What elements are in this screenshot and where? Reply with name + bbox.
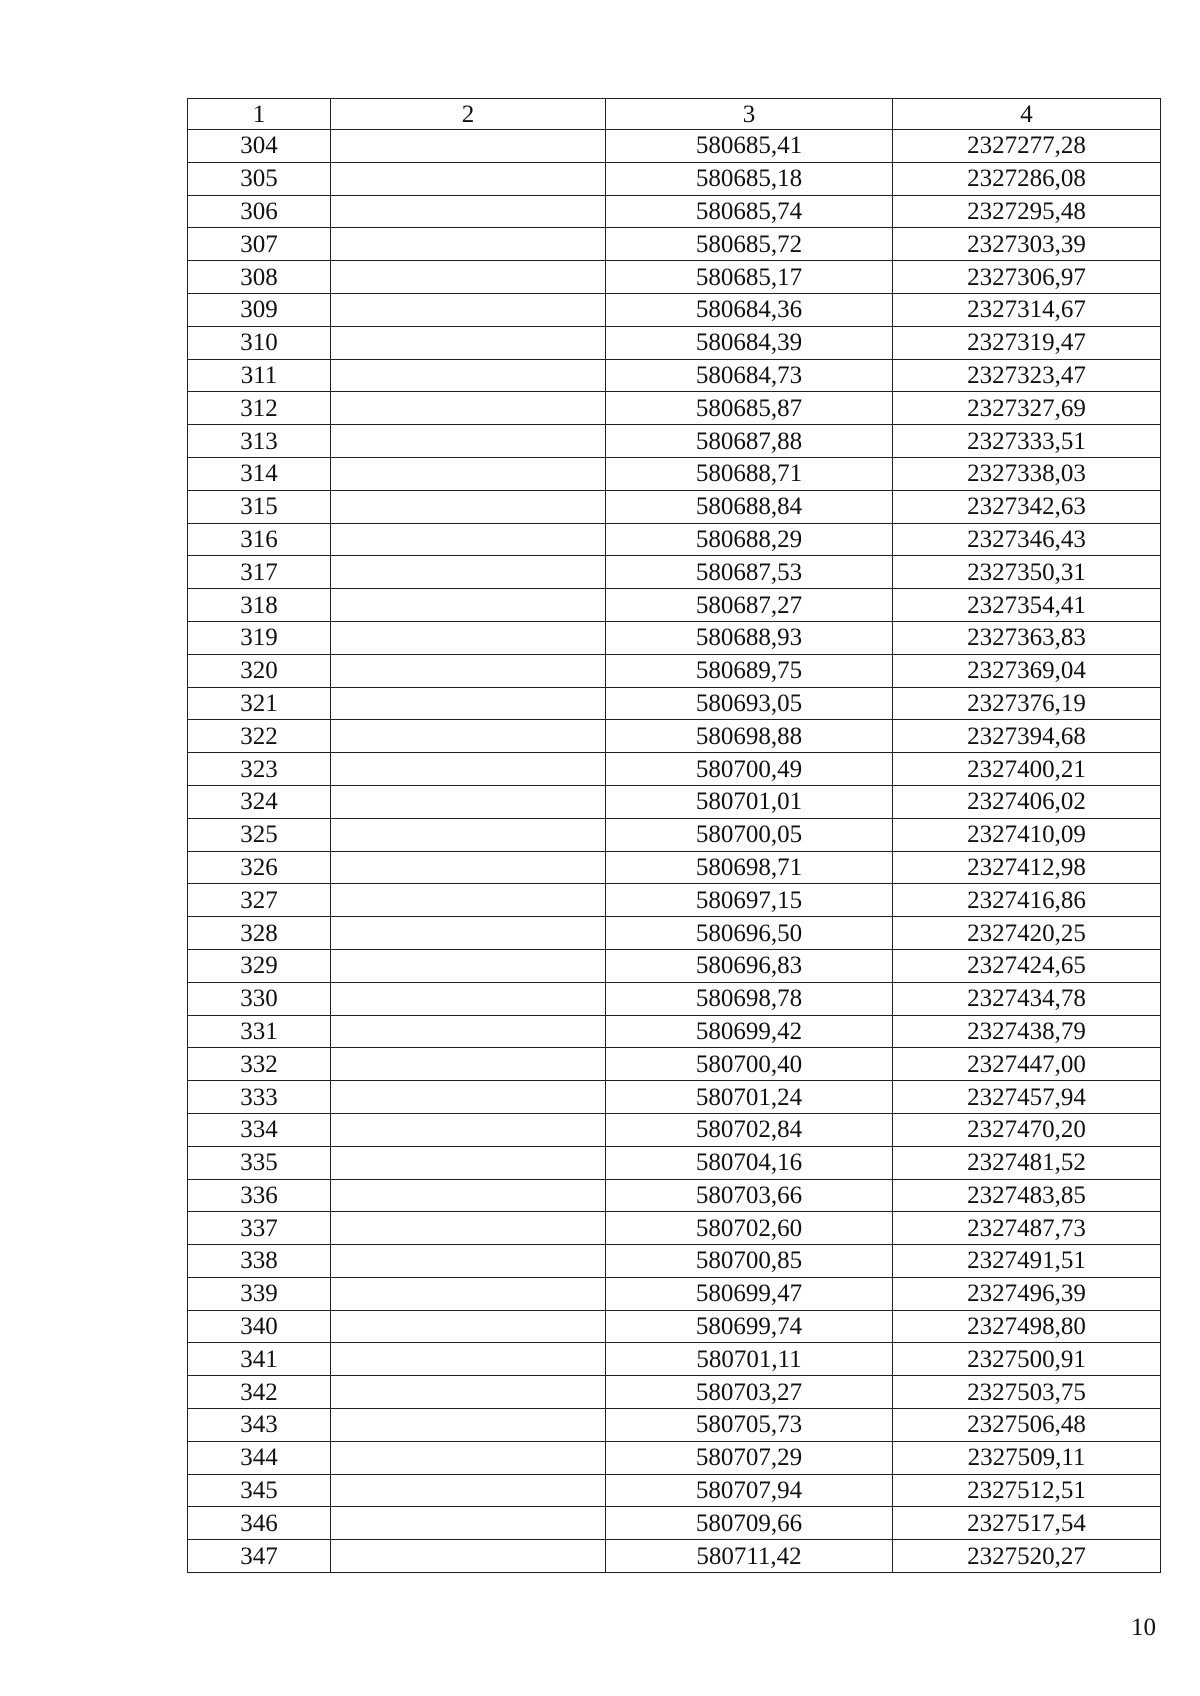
point-number-cell: 306 bbox=[188, 195, 331, 228]
y-coordinate-cell: 2327394,68 bbox=[893, 720, 1161, 753]
y-coordinate-cell: 2327424,65 bbox=[893, 949, 1161, 982]
point-number-cell: 316 bbox=[188, 523, 331, 556]
y-coordinate-cell: 2327400,21 bbox=[893, 753, 1161, 786]
point-number-cell: 309 bbox=[188, 293, 331, 326]
description-cell bbox=[331, 917, 606, 950]
table-header-row bbox=[188, 99, 1161, 130]
y-coordinate-cell: 2327333,51 bbox=[893, 425, 1161, 458]
x-coordinate-cell: 580704,16 bbox=[606, 1146, 893, 1179]
point-number-cell: 336 bbox=[188, 1179, 331, 1212]
point-number-cell: 340 bbox=[188, 1310, 331, 1343]
point-number-cell: 333 bbox=[188, 1081, 331, 1114]
x-coordinate-cell: 580700,85 bbox=[606, 1245, 893, 1278]
y-coordinate-cell: 2327438,79 bbox=[893, 1015, 1161, 1048]
x-coordinate-cell: 580688,71 bbox=[606, 457, 893, 490]
y-coordinate-cell: 2327434,78 bbox=[893, 982, 1161, 1015]
table-row bbox=[188, 162, 1161, 195]
table-row bbox=[188, 228, 1161, 261]
description-cell bbox=[331, 818, 606, 851]
y-coordinate-cell: 2327376,19 bbox=[893, 687, 1161, 720]
x-coordinate-cell: 580698,71 bbox=[606, 851, 893, 884]
description-cell bbox=[331, 1343, 606, 1376]
x-coordinate-cell: 580705,73 bbox=[606, 1409, 893, 1442]
x-coordinate-cell: 580684,36 bbox=[606, 293, 893, 326]
y-coordinate-cell: 2327500,91 bbox=[893, 1343, 1161, 1376]
table-row bbox=[188, 1310, 1161, 1343]
x-coordinate-cell: 580688,29 bbox=[606, 523, 893, 556]
description-cell bbox=[331, 490, 606, 523]
point-number-cell: 319 bbox=[188, 621, 331, 654]
table-row bbox=[188, 326, 1161, 359]
table-row bbox=[188, 785, 1161, 818]
table-row bbox=[188, 1507, 1161, 1540]
y-coordinate-cell: 2327410,09 bbox=[893, 818, 1161, 851]
y-coordinate-cell: 2327506,48 bbox=[893, 1409, 1161, 1442]
description-cell bbox=[331, 162, 606, 195]
table-row bbox=[188, 490, 1161, 523]
point-number-cell: 320 bbox=[188, 654, 331, 687]
table-row bbox=[188, 1212, 1161, 1245]
table-row bbox=[188, 982, 1161, 1015]
point-number-cell: 317 bbox=[188, 556, 331, 589]
x-coordinate-cell: 580703,27 bbox=[606, 1376, 893, 1409]
column-header-2: 2 bbox=[331, 99, 606, 130]
table-row bbox=[188, 1113, 1161, 1146]
x-coordinate-cell: 580707,94 bbox=[606, 1474, 893, 1507]
table-row bbox=[188, 392, 1161, 425]
x-coordinate-cell: 580685,18 bbox=[606, 162, 893, 195]
point-number-cell: 312 bbox=[188, 392, 331, 425]
description-cell bbox=[331, 1507, 606, 1540]
description-cell bbox=[331, 228, 606, 261]
point-number-cell: 324 bbox=[188, 785, 331, 818]
y-coordinate-cell: 2327487,73 bbox=[893, 1212, 1161, 1245]
description-cell bbox=[331, 851, 606, 884]
x-coordinate-cell: 580687,27 bbox=[606, 589, 893, 622]
table-row bbox=[188, 1146, 1161, 1179]
table-row bbox=[188, 851, 1161, 884]
point-number-cell: 307 bbox=[188, 228, 331, 261]
table-row bbox=[188, 654, 1161, 687]
x-coordinate-cell: 580685,87 bbox=[606, 392, 893, 425]
point-number-cell: 342 bbox=[188, 1376, 331, 1409]
description-cell bbox=[331, 621, 606, 654]
description-cell bbox=[331, 1245, 606, 1278]
point-number-cell: 345 bbox=[188, 1474, 331, 1507]
y-coordinate-cell: 2327470,20 bbox=[893, 1113, 1161, 1146]
y-coordinate-cell: 2327520,27 bbox=[893, 1540, 1161, 1573]
point-number-cell: 326 bbox=[188, 851, 331, 884]
y-coordinate-cell: 2327517,54 bbox=[893, 1507, 1161, 1540]
table-row bbox=[188, 1343, 1161, 1376]
description-cell bbox=[331, 949, 606, 982]
y-coordinate-cell: 2327491,51 bbox=[893, 1245, 1161, 1278]
x-coordinate-cell: 580698,78 bbox=[606, 982, 893, 1015]
x-coordinate-cell: 580685,74 bbox=[606, 195, 893, 228]
description-cell bbox=[331, 753, 606, 786]
table-row bbox=[188, 1081, 1161, 1114]
y-coordinate-cell: 2327354,41 bbox=[893, 589, 1161, 622]
coordinates-table bbox=[187, 98, 1161, 1573]
y-coordinate-cell: 2327306,97 bbox=[893, 261, 1161, 294]
description-cell bbox=[331, 1376, 606, 1409]
table-row bbox=[188, 589, 1161, 622]
point-number-cell: 330 bbox=[188, 982, 331, 1015]
description-cell bbox=[331, 359, 606, 392]
point-number-cell: 305 bbox=[188, 162, 331, 195]
x-coordinate-cell: 580689,75 bbox=[606, 654, 893, 687]
y-coordinate-cell: 2327512,51 bbox=[893, 1474, 1161, 1507]
x-coordinate-cell: 580702,84 bbox=[606, 1113, 893, 1146]
y-coordinate-cell: 2327447,00 bbox=[893, 1048, 1161, 1081]
table-row bbox=[188, 1409, 1161, 1442]
y-coordinate-cell: 2327319,47 bbox=[893, 326, 1161, 359]
y-coordinate-cell: 2327457,94 bbox=[893, 1081, 1161, 1114]
description-cell bbox=[331, 457, 606, 490]
table-row bbox=[188, 1376, 1161, 1409]
column-header-4: 4 bbox=[893, 99, 1161, 130]
table-row bbox=[188, 523, 1161, 556]
point-number-cell: 332 bbox=[188, 1048, 331, 1081]
x-coordinate-cell: 580685,72 bbox=[606, 228, 893, 261]
table-row bbox=[188, 1474, 1161, 1507]
point-number-cell: 329 bbox=[188, 949, 331, 982]
point-number-cell: 315 bbox=[188, 490, 331, 523]
y-coordinate-cell: 2327350,31 bbox=[893, 556, 1161, 589]
x-coordinate-cell: 580685,41 bbox=[606, 130, 893, 163]
table-row bbox=[188, 818, 1161, 851]
x-coordinate-cell: 580697,15 bbox=[606, 884, 893, 917]
description-cell bbox=[331, 425, 606, 458]
description-cell bbox=[331, 1409, 606, 1442]
x-coordinate-cell: 580700,49 bbox=[606, 753, 893, 786]
y-coordinate-cell: 2327338,03 bbox=[893, 457, 1161, 490]
y-coordinate-cell: 2327509,11 bbox=[893, 1441, 1161, 1474]
page-number: 10 bbox=[1131, 1614, 1156, 1641]
x-coordinate-cell: 580699,74 bbox=[606, 1310, 893, 1343]
x-coordinate-cell: 580684,39 bbox=[606, 326, 893, 359]
x-coordinate-cell: 580696,50 bbox=[606, 917, 893, 950]
description-cell bbox=[331, 785, 606, 818]
x-coordinate-cell: 580709,66 bbox=[606, 1507, 893, 1540]
x-coordinate-cell: 580698,88 bbox=[606, 720, 893, 753]
x-coordinate-cell: 580707,29 bbox=[606, 1441, 893, 1474]
coordinates-table-body bbox=[188, 99, 1161, 1573]
y-coordinate-cell: 2327483,85 bbox=[893, 1179, 1161, 1212]
table-row bbox=[188, 1245, 1161, 1278]
y-coordinate-cell: 2327277,28 bbox=[893, 130, 1161, 163]
description-cell bbox=[331, 720, 606, 753]
point-number-cell: 328 bbox=[188, 917, 331, 950]
table-row bbox=[188, 195, 1161, 228]
point-number-cell: 311 bbox=[188, 359, 331, 392]
point-number-cell: 334 bbox=[188, 1113, 331, 1146]
point-number-cell: 335 bbox=[188, 1146, 331, 1179]
x-coordinate-cell: 580684,73 bbox=[606, 359, 893, 392]
description-cell bbox=[331, 1113, 606, 1146]
column-header-3: 3 bbox=[606, 99, 893, 130]
table-row bbox=[188, 425, 1161, 458]
point-number-cell: 339 bbox=[188, 1277, 331, 1310]
point-number-cell: 347 bbox=[188, 1540, 331, 1573]
description-cell bbox=[331, 884, 606, 917]
description-cell bbox=[331, 1081, 606, 1114]
table-row bbox=[188, 1179, 1161, 1212]
y-coordinate-cell: 2327286,08 bbox=[893, 162, 1161, 195]
y-coordinate-cell: 2327412,98 bbox=[893, 851, 1161, 884]
table-row bbox=[188, 621, 1161, 654]
x-coordinate-cell: 580685,17 bbox=[606, 261, 893, 294]
table-row bbox=[188, 949, 1161, 982]
description-cell bbox=[331, 982, 606, 1015]
description-cell bbox=[331, 326, 606, 359]
description-cell bbox=[331, 1212, 606, 1245]
description-cell bbox=[331, 1540, 606, 1573]
x-coordinate-cell: 580700,05 bbox=[606, 818, 893, 851]
point-number-cell: 322 bbox=[188, 720, 331, 753]
x-coordinate-cell: 580700,40 bbox=[606, 1048, 893, 1081]
table-row bbox=[188, 1277, 1161, 1310]
description-cell bbox=[331, 1015, 606, 1048]
y-coordinate-cell: 2327420,25 bbox=[893, 917, 1161, 950]
table-row bbox=[188, 359, 1161, 392]
description-cell bbox=[331, 392, 606, 425]
table-row bbox=[188, 556, 1161, 589]
point-number-cell: 346 bbox=[188, 1507, 331, 1540]
y-coordinate-cell: 2327314,67 bbox=[893, 293, 1161, 326]
point-number-cell: 308 bbox=[188, 261, 331, 294]
description-cell bbox=[331, 130, 606, 163]
description-cell bbox=[331, 589, 606, 622]
column-header-1: 1 bbox=[188, 99, 331, 130]
point-number-cell: 344 bbox=[188, 1441, 331, 1474]
table-row bbox=[188, 1015, 1161, 1048]
y-coordinate-cell: 2327406,02 bbox=[893, 785, 1161, 818]
point-number-cell: 331 bbox=[188, 1015, 331, 1048]
point-number-cell: 325 bbox=[188, 818, 331, 851]
description-cell bbox=[331, 195, 606, 228]
y-coordinate-cell: 2327295,48 bbox=[893, 195, 1161, 228]
description-cell bbox=[331, 1179, 606, 1212]
point-number-cell: 338 bbox=[188, 1245, 331, 1278]
description-cell bbox=[331, 1146, 606, 1179]
x-coordinate-cell: 580702,60 bbox=[606, 1212, 893, 1245]
x-coordinate-cell: 580693,05 bbox=[606, 687, 893, 720]
point-number-cell: 341 bbox=[188, 1343, 331, 1376]
x-coordinate-cell: 580703,66 bbox=[606, 1179, 893, 1212]
x-coordinate-cell: 580688,93 bbox=[606, 621, 893, 654]
description-cell bbox=[331, 523, 606, 556]
x-coordinate-cell: 580687,53 bbox=[606, 556, 893, 589]
x-coordinate-cell: 580701,24 bbox=[606, 1081, 893, 1114]
point-number-cell: 313 bbox=[188, 425, 331, 458]
description-cell bbox=[331, 1310, 606, 1343]
y-coordinate-cell: 2327363,83 bbox=[893, 621, 1161, 654]
y-coordinate-cell: 2327496,39 bbox=[893, 1277, 1161, 1310]
description-cell bbox=[331, 1048, 606, 1081]
point-number-cell: 310 bbox=[188, 326, 331, 359]
table-row bbox=[188, 457, 1161, 490]
table-row bbox=[188, 917, 1161, 950]
y-coordinate-cell: 2327346,43 bbox=[893, 523, 1161, 556]
table-row bbox=[188, 1441, 1161, 1474]
table-row bbox=[188, 261, 1161, 294]
x-coordinate-cell: 580696,83 bbox=[606, 949, 893, 982]
description-cell bbox=[331, 654, 606, 687]
y-coordinate-cell: 2327303,39 bbox=[893, 228, 1161, 261]
x-coordinate-cell: 580688,84 bbox=[606, 490, 893, 523]
table-row bbox=[188, 753, 1161, 786]
point-number-cell: 343 bbox=[188, 1409, 331, 1442]
point-number-cell: 314 bbox=[188, 457, 331, 490]
description-cell bbox=[331, 1277, 606, 1310]
point-number-cell: 337 bbox=[188, 1212, 331, 1245]
description-cell bbox=[331, 261, 606, 294]
point-number-cell: 327 bbox=[188, 884, 331, 917]
point-number-cell: 318 bbox=[188, 589, 331, 622]
x-coordinate-cell: 580701,11 bbox=[606, 1343, 893, 1376]
x-coordinate-cell: 580701,01 bbox=[606, 785, 893, 818]
y-coordinate-cell: 2327369,04 bbox=[893, 654, 1161, 687]
point-number-cell: 323 bbox=[188, 753, 331, 786]
point-number-cell: 304 bbox=[188, 130, 331, 163]
table-row bbox=[188, 1540, 1161, 1573]
table-row bbox=[188, 130, 1161, 163]
table-row bbox=[188, 293, 1161, 326]
table-row bbox=[188, 687, 1161, 720]
y-coordinate-cell: 2327503,75 bbox=[893, 1376, 1161, 1409]
description-cell bbox=[331, 556, 606, 589]
y-coordinate-cell: 2327342,63 bbox=[893, 490, 1161, 523]
description-cell bbox=[331, 687, 606, 720]
description-cell bbox=[331, 293, 606, 326]
table-row bbox=[188, 720, 1161, 753]
y-coordinate-cell: 2327481,52 bbox=[893, 1146, 1161, 1179]
y-coordinate-cell: 2327498,80 bbox=[893, 1310, 1161, 1343]
y-coordinate-cell: 2327323,47 bbox=[893, 359, 1161, 392]
y-coordinate-cell: 2327416,86 bbox=[893, 884, 1161, 917]
table-row bbox=[188, 1048, 1161, 1081]
x-coordinate-cell: 580687,88 bbox=[606, 425, 893, 458]
point-number-cell: 321 bbox=[188, 687, 331, 720]
description-cell bbox=[331, 1474, 606, 1507]
x-coordinate-cell: 580711,42 bbox=[606, 1540, 893, 1573]
x-coordinate-cell: 580699,42 bbox=[606, 1015, 893, 1048]
y-coordinate-cell: 2327327,69 bbox=[893, 392, 1161, 425]
description-cell bbox=[331, 1441, 606, 1474]
x-coordinate-cell: 580699,47 bbox=[606, 1277, 893, 1310]
table-row bbox=[188, 884, 1161, 917]
